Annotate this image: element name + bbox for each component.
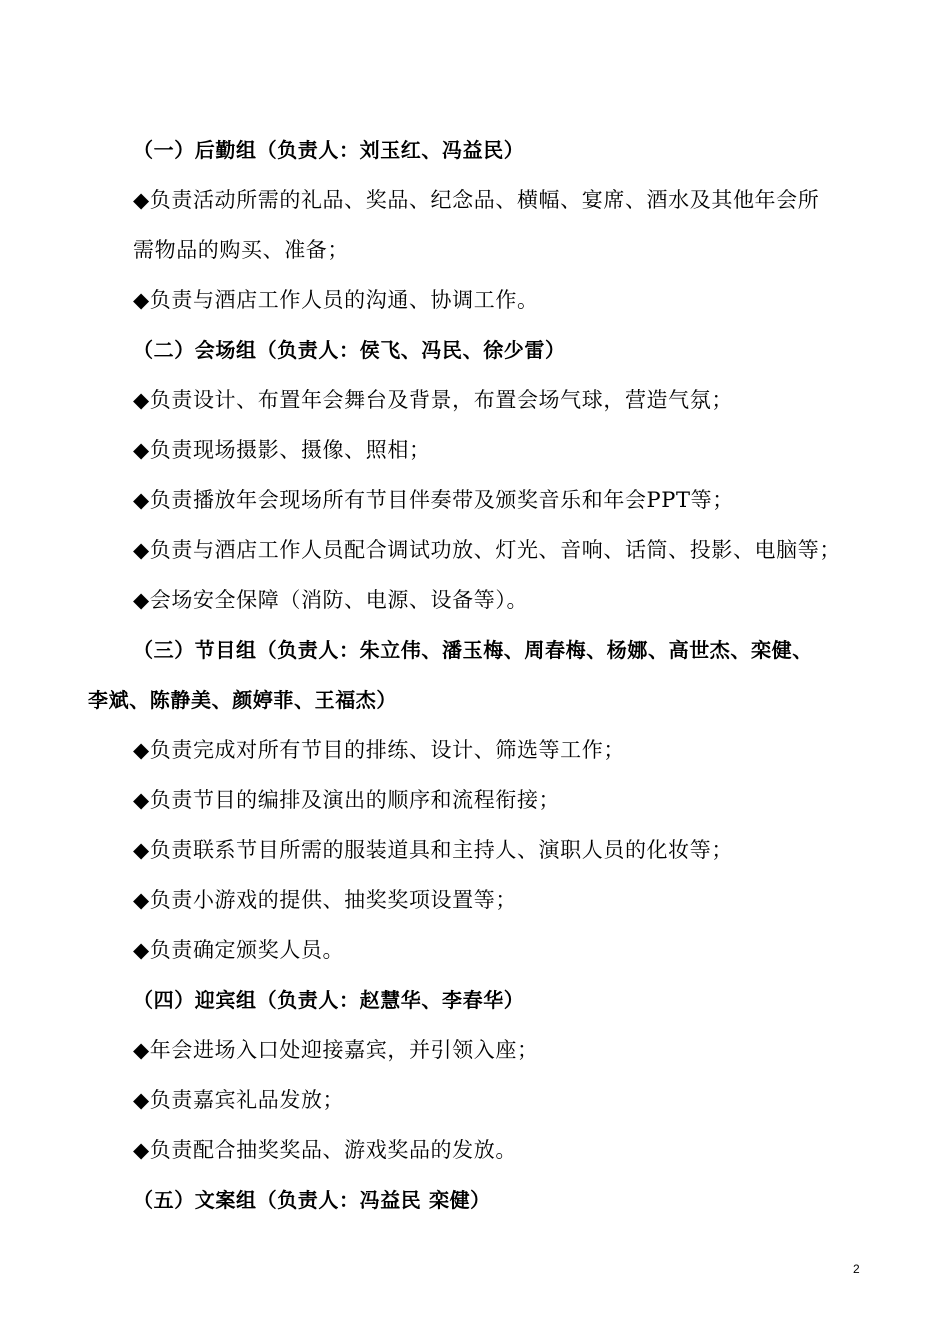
list-item: ◆负责联系节目所需的服装道具和主持人、演职人员的化妆等； — [133, 838, 733, 862]
list-item: ◆负责与酒店工作人员配合调试功放、灯光、音响、话筒、投影、电脑等； — [133, 538, 841, 562]
list-item: ◆负责现场摄影、摄像、照相； — [133, 438, 431, 462]
section-heading-program: （三）节目组（负责人：朱立伟、潘玉梅、周春梅、杨娜、高世杰、栾健、 — [133, 638, 813, 662]
section-heading-venue: （二）会场组（负责人：侯飞、冯民、徐少雷） — [133, 338, 566, 362]
list-item: ◆负责嘉宾礼品发放； — [133, 1088, 345, 1112]
list-item: ◆负责小游戏的提供、抽奖奖项设置等； — [133, 888, 517, 912]
section-heading-logistics: （一）后勤组（负责人：刘玉红、冯益民） — [133, 138, 525, 162]
section-heading-program-continuation: 李斌、陈静美、颜婷菲、王福杰） — [88, 688, 397, 712]
list-item: ◆负责完成对所有节目的排练、设计、筛选等工作； — [133, 738, 625, 762]
list-item: ◆会场安全保障（消防、电源、设备等）。 — [133, 588, 529, 612]
list-item-continuation: 需物品的购买、准备； — [133, 238, 349, 262]
list-item: ◆年会进场入口处迎接嘉宾，并引领入座； — [133, 1038, 539, 1062]
list-item: ◆负责活动所需的礼品、奖品、纪念品、横幅、宴席、酒水及其他年会所 — [133, 188, 820, 212]
page-number: 2 — [853, 1262, 860, 1276]
section-heading-copywriting: （五）文案组（负责人：冯益民 栾健） — [133, 1188, 491, 1212]
list-item: ◆负责配合抽奖奖品、游戏奖品的发放。 — [133, 1138, 517, 1162]
list-item: ◆负责确定颁奖人员。 — [133, 938, 345, 962]
section-heading-reception: （四）迎宾组（负责人：赵慧华、李春华） — [133, 988, 525, 1012]
list-item: ◆负责播放年会现场所有节目伴奏带及颁奖音乐和年会PPT等； — [133, 488, 734, 512]
list-item: ◆负责节目的编排及演出的顺序和流程衔接； — [133, 788, 561, 812]
list-item: ◆负责设计、布置年会舞台及背景，布置会场气球，营造气氛； — [133, 388, 733, 412]
list-item: ◆负责与酒店工作人员的沟通、协调工作。 — [133, 288, 539, 312]
